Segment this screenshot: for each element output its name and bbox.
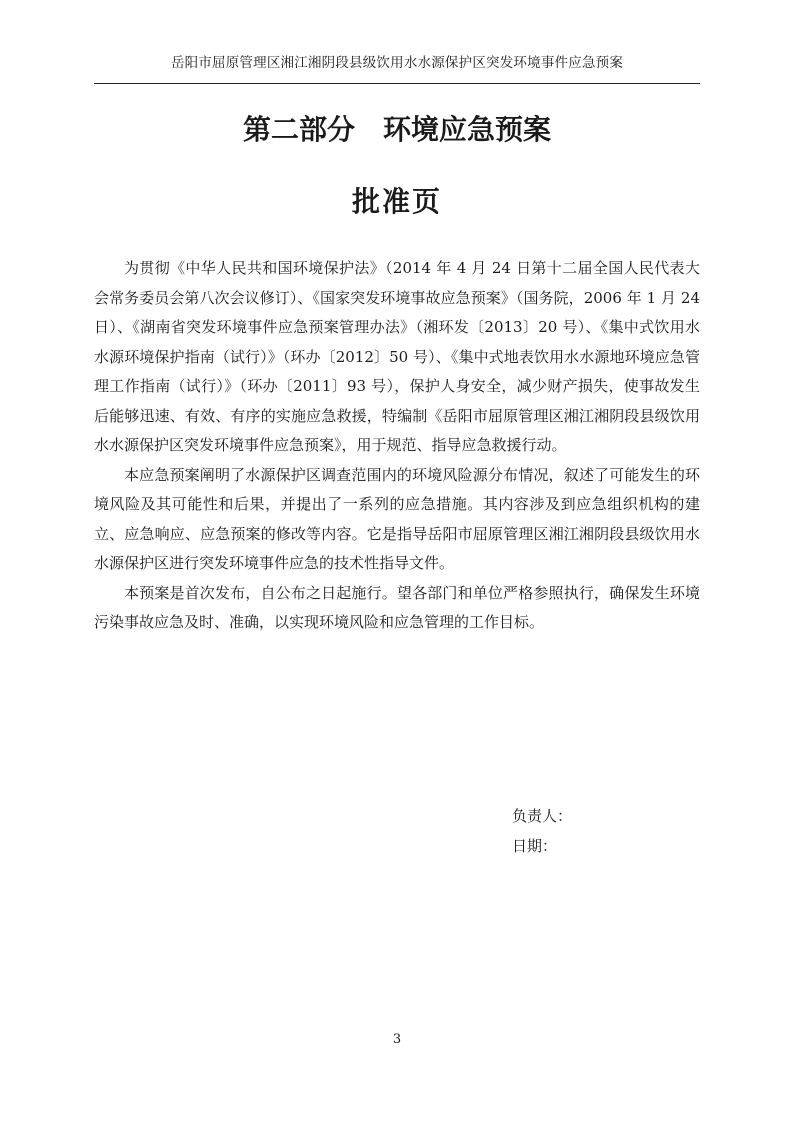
header-divider bbox=[94, 83, 700, 84]
paragraph-scope: 本应急预案阐明了水源保护区调查范围内的环境风险源分布情况，叙述了可能发生的环境风险及其可能性和后果，并提出了一系列的应急措施。其内容涉及到应急组织机构的建立、应急响应、应急预案的修改等内容。它是指导岳阳市屈原管理区湘江湘阴段县级饮用水水源保护区进行突发环境事件应急的技术性指导文件。 bbox=[94, 465, 700, 572]
date-label: 日期： bbox=[512, 837, 558, 855]
signature-block bbox=[512, 801, 692, 861]
paragraph-purpose: 为贯彻《中华人民共和国环境保护法》（2014 年 4 月 24 日第十二届全国人民代表大会常务委员会第八次会议修订）、《国家突发环境事故应急预案》（国务院，2006 年 1 月 24 日）、《湖南省突发环境事件应急预案管理办法》（湘环发〔2013〕20 号）、《集中式饮用水水源环境保护指南（试行）》（环办〔2012〕50 号）、《集中式地表饮用水水源地环境应急管理工作指南（试行）》（环办〔2011〕93 号），保护人身安全，减少财产损失，使事故发生后能够迅速、有效、有序的实施应急救援，特编制《岳阳市屈原管理区湘江湘阴段县级饮用水水源保护区突发环境事件应急预案》，用于规范、指导应急救援行动。 bbox=[94, 259, 700, 454]
paragraph-effective: 本预案是首次发布，自公布之日起施行。望各部门和单位严格参照执行，确保发生环境污染事故应急及时、准确，以实现环境风险和应急管理的工作目标。 bbox=[94, 583, 700, 631]
approval-page-title: 批准页 bbox=[351, 185, 442, 218]
body-text bbox=[94, 254, 700, 638]
section-title: 第二部分 环境应急预案 bbox=[242, 113, 551, 146]
responsible-person-label: 负责人： bbox=[512, 807, 573, 825]
page-number: 3 bbox=[392, 1032, 402, 1047]
running-header: 岳阳市屈原管理区湘江湘阴段县级饮用水水源保护区突发环境事件应急预案 bbox=[170, 55, 624, 71]
